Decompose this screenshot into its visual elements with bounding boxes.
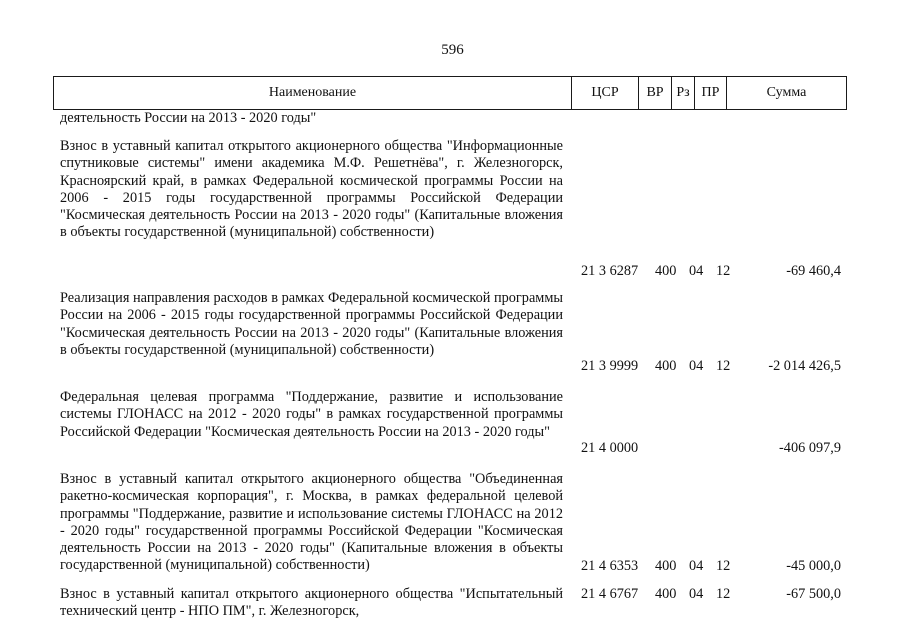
header-sum: Сумма <box>726 77 846 109</box>
page-number: 596 <box>441 42 464 58</box>
row-sum: -2 014 426,5 <box>768 358 841 374</box>
row-pr: 12 <box>716 558 731 574</box>
row-csr: 21 3 6287 <box>581 263 639 279</box>
header-name: Наименование <box>268 85 357 100</box>
row-name: Взнос в уставный капитал открытого акционерного общества "Информационные спутниковые системы" имени академика М.Ф. Решетнёва", г. Железногорск, Красноярский край, в рамках Федеральной космической программы России на 2006 - 2015 годы государственной программы Российской Федерации "Космическая деятельность России на 2013 - 2020 годы" (Капитальные вложения в объекты государственной (муниципальной) собственности) <box>60 138 563 241</box>
row-rz: 04 <box>689 586 704 602</box>
row-csr: 21 4 0000 <box>581 440 639 456</box>
row-name: Реализация направления расходов в рамках Федеральной космической программы России на 2006 - 2015 годы государственной программы Российской Федерации "Космическая деятельность России на 2013 - 2020 годы" (Капитальные вложения в объекты государственной (муниципальной) собственности) <box>60 290 563 358</box>
row-rz: 04 <box>689 358 704 374</box>
row-sum: -69 460,4 <box>786 263 841 279</box>
row-name: Взнос в уставный капитал открытого акционерного общества "Объединенная ракетно-космическая корпорация", г. Москва, в рамках федеральной целевой программы "Поддержание, развитие и использование системы ГЛОНАСС на 2012 - 2020 годы" государственной программы Российской Федерации "Космическая деятельность России на 2013 - 2020 годы" (Капитальные вложения в объекты государственной (муниципальной) собственности) <box>60 471 563 574</box>
table-header <box>53 76 847 110</box>
header-rz: Рз <box>671 77 694 109</box>
row-name: Федеральная целевая программа "Поддержание, развитие и использование системы ГЛОНАСС на 2012 - 2020 годы" в рамках государственной программы Российской Федерации "Космическая деятельность России на 2013 - 2020 годы" <box>60 389 563 440</box>
header-pr: ПР <box>694 77 726 109</box>
row-vr: 400 <box>655 586 677 602</box>
row-csr: 21 4 6767 <box>581 586 639 602</box>
row-name: деятельность России на 2013 - 2020 годы" <box>60 110 317 126</box>
row-csr: 21 3 9999 <box>581 358 639 374</box>
row-sum: -406 097,9 <box>779 440 841 456</box>
row-vr: 400 <box>655 358 677 374</box>
row-sum: -67 500,0 <box>786 586 841 602</box>
row-pr: 12 <box>716 358 731 374</box>
row-name: Взнос в уставный капитал открытого акционерного общества "Испытательный технический центр - НПО ПМ", г. Железногорск, <box>60 586 563 620</box>
row-pr: 12 <box>716 586 731 602</box>
row-vr: 400 <box>655 558 677 574</box>
row-csr: 21 4 6353 <box>581 558 639 574</box>
table-row <box>0 132 905 286</box>
row-vr: 400 <box>655 263 677 279</box>
table-row <box>0 468 905 583</box>
header-csr: ЦСР <box>571 77 638 109</box>
row-rz: 04 <box>689 263 704 279</box>
row-rz: 04 <box>689 558 704 574</box>
table-row <box>0 386 905 468</box>
table-row <box>0 286 905 386</box>
table-row <box>0 583 905 633</box>
row-pr: 12 <box>716 263 731 279</box>
table-body <box>0 111 905 633</box>
header-vr: ВР <box>638 77 671 109</box>
row-sum: -45 000,0 <box>786 558 841 574</box>
table-row <box>0 111 905 132</box>
